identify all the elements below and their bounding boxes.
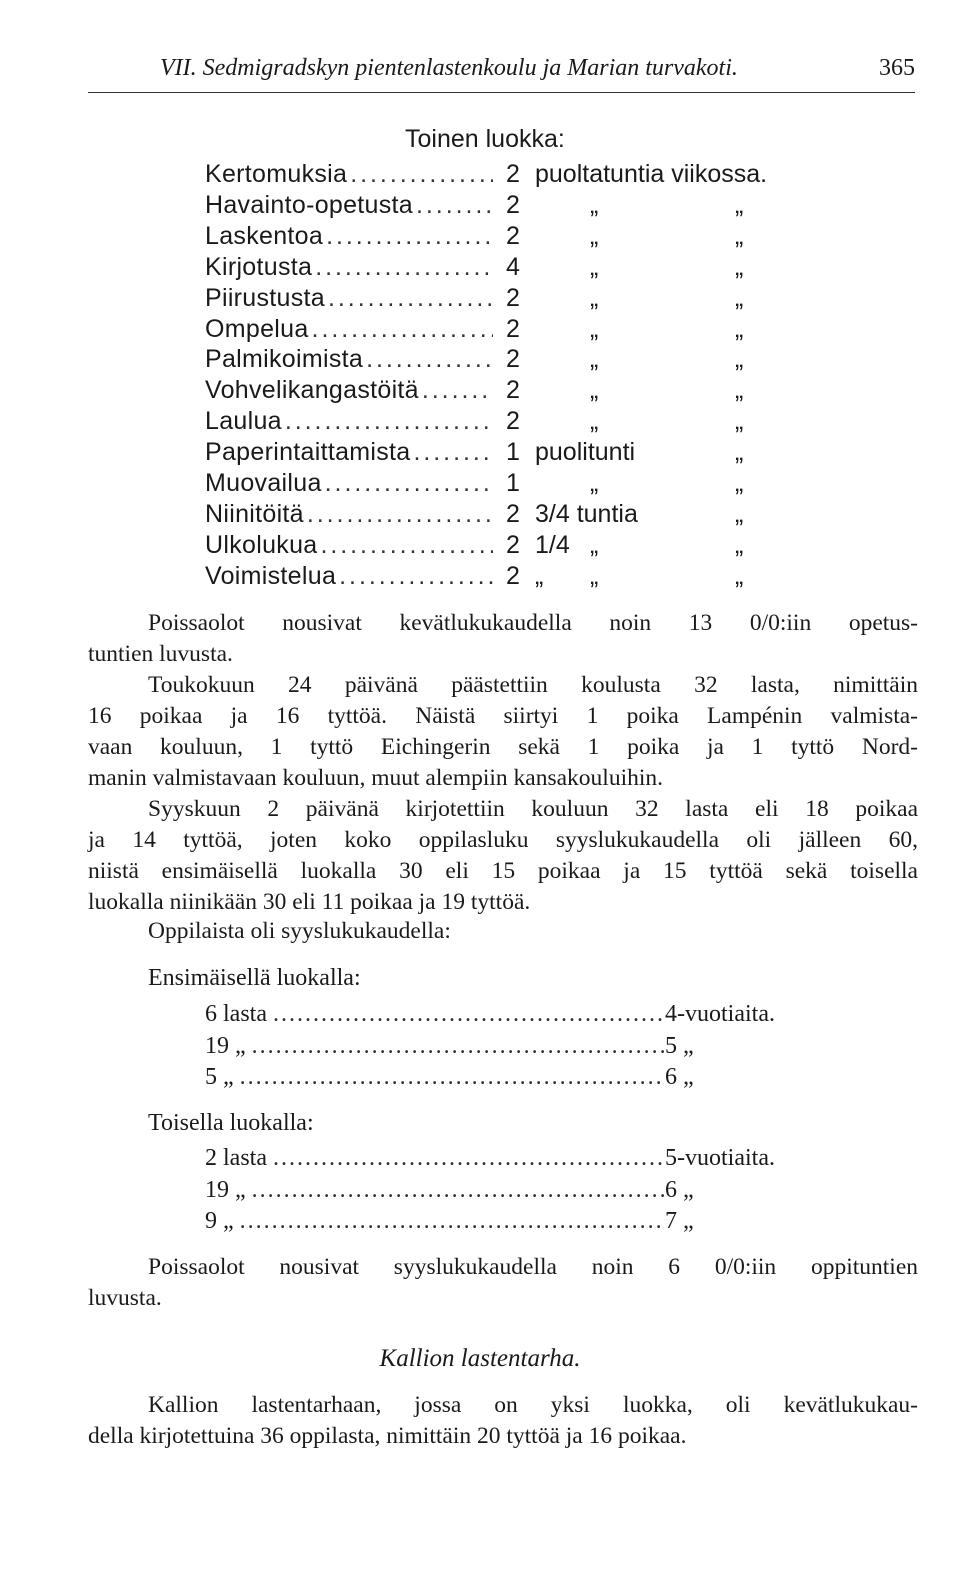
schedule-row-name	[205, 253, 493, 282]
schedule-row-name	[205, 438, 493, 467]
leader-dots	[322, 469, 493, 498]
leader-dots	[246, 1177, 665, 1204]
running-header: VII. Sedmigradskyn pientenlastenkoulu ja Marian turvakoti.	[160, 55, 738, 81]
schedule-unit: 1/4	[535, 531, 570, 559]
schedule-row-name	[205, 315, 493, 344]
schedule-hours: 1	[506, 469, 520, 497]
leader-dots	[325, 284, 493, 313]
leader-dots	[234, 1208, 665, 1235]
ditto-mark: „	[590, 345, 599, 373]
age-row	[205, 1001, 795, 1028]
schedule-subject: Vohvelikangastöitä	[205, 376, 419, 404]
schedule-subject: Muovailua	[205, 469, 322, 497]
schedule-subject: Havainto-opetusta	[205, 191, 414, 219]
paragraph-september-enrolment	[88, 794, 918, 918]
schedule-hours: 2	[506, 376, 520, 404]
schedule-subject: Laskentoa	[205, 222, 324, 250]
schedule-subject: Piirustusta	[205, 284, 326, 312]
ditto-mark: „	[590, 191, 599, 219]
schedule-row-name	[205, 345, 493, 374]
ditto-mark: „	[590, 222, 599, 250]
schedule-unit: puoltatuntia viikossa.	[535, 160, 768, 188]
text-line: della kirjotettuina 36 oppilasta, nimittäin 20 tyttöä ja 16 poikaa.	[88, 1423, 687, 1449]
paragraph-may-release	[88, 670, 918, 794]
schedule-unit: 3/4 tuntia	[535, 500, 638, 528]
ditto-mark: „	[590, 315, 599, 343]
ditto-mark: „	[735, 562, 744, 590]
schedule-row-name	[205, 500, 493, 529]
text-line: 16 poikaa ja 16 tyttöä. Näistä siirtyi 1 poika Lampénin valmista-	[88, 703, 918, 729]
schedule-hours: 2	[506, 222, 520, 250]
pupils-intro: Oppilaista oli syyslukukaudella:	[148, 918, 451, 944]
ditto-mark: „	[590, 469, 599, 497]
schedule-hours: 2	[506, 284, 520, 312]
age-value: 5 „	[665, 1033, 694, 1059]
leader-dots	[309, 315, 493, 344]
ditto-mark: „	[735, 407, 744, 435]
age-value: 6 „	[665, 1177, 694, 1203]
schedule-hours: 2	[506, 345, 520, 373]
schedule-hours: 4	[506, 253, 520, 281]
age-value: 4-vuotiaita.	[665, 1001, 775, 1027]
pupil-count: 9 „	[205, 1208, 234, 1234]
ditto-mark: „	[590, 376, 599, 404]
ditto-mark: „	[735, 253, 744, 281]
ditto-mark: „	[590, 253, 599, 281]
pupil-count: 19 „	[205, 1177, 246, 1203]
schedule-hours: 2	[506, 191, 520, 219]
section-title: Kallion lastentarha.	[379, 1345, 581, 1372]
text-line: Poissaolot nousivat kevätlukukaudella noin 13 0/0:iin opetus-	[148, 610, 918, 636]
schedule-row-name	[205, 222, 493, 251]
schedule-row-name	[205, 191, 493, 220]
schedule-row-name	[205, 160, 493, 189]
ditto-mark: „	[735, 376, 744, 404]
ditto-mark: „	[735, 500, 744, 528]
leader-dots	[267, 1145, 665, 1172]
paragraph-autumn-absence	[88, 1252, 918, 1314]
schedule-subject: Ompelua	[205, 315, 309, 343]
schedule-subject: Laulua	[205, 407, 282, 435]
leader-dots	[413, 191, 493, 220]
pupil-count: 2 lasta	[205, 1145, 267, 1171]
schedule-subject: Palmikoimista	[205, 345, 364, 373]
leader-dots	[336, 562, 493, 591]
paragraph-kallio	[88, 1390, 918, 1452]
text-line: Kallion lastentarhaan, jossa on yksi luokka, oli kevätlukukau-	[148, 1392, 918, 1418]
age-row	[205, 1145, 795, 1172]
first-class-heading: Ensimäisellä luokalla:	[148, 965, 361, 991]
leader-dots	[246, 1033, 665, 1060]
schedule-hours: 2	[506, 531, 520, 559]
schedule-unit: puolitunti	[535, 438, 636, 466]
age-row	[205, 1208, 795, 1235]
leader-dots	[282, 407, 493, 436]
text-line: vaan kouluun, 1 tyttö Eichingerin sekä 1 poika ja 1 tyttö Nord-	[88, 734, 918, 760]
ditto-mark: „	[735, 222, 744, 250]
text-line: Toukokuun 24 päivänä päästettiin koulusta 32 lasta, nimittäin	[148, 672, 918, 698]
pupil-count: 5 „	[205, 1064, 234, 1090]
pupil-count: 19 „	[205, 1033, 246, 1059]
ditto-mark: „	[590, 407, 599, 435]
text-line: manin valmistavaan kouluun, muut alempiin kansakouluihin.	[88, 765, 664, 791]
ditto-mark: „	[590, 562, 599, 590]
text-line: luokalla niinikään 30 eli 11 poikaa ja 19 tyttöä.	[88, 889, 531, 915]
schedule-subject: Kirjotusta	[205, 253, 313, 281]
ditto-mark: „	[735, 438, 744, 466]
leader-dots	[267, 1001, 665, 1028]
age-value: 7 „	[665, 1208, 694, 1234]
schedule-heading: Toinen luokka:	[405, 125, 565, 153]
second-class-heading: Toisella luokalla:	[148, 1110, 314, 1136]
ditto-mark: „	[735, 531, 744, 559]
ditto-mark: „	[735, 315, 744, 343]
leader-dots	[363, 345, 493, 374]
schedule-hours: 2	[506, 562, 520, 590]
age-row	[205, 1033, 795, 1060]
text-line: luvusta.	[88, 1285, 162, 1311]
ditto-mark: „	[735, 345, 744, 373]
schedule-row-name	[205, 407, 493, 436]
header-rule	[88, 92, 915, 93]
schedule-hours: 1	[506, 438, 520, 466]
pupil-count: 6 lasta	[205, 1001, 267, 1027]
age-row	[205, 1064, 795, 1091]
ditto-mark: „	[590, 284, 599, 312]
schedule-subject: Niinitöitä	[205, 500, 304, 528]
leader-dots	[317, 531, 493, 560]
text-line: Poissaolot nousivat syyslukukaudella noin 6 0/0:iin oppituntien	[148, 1254, 918, 1280]
schedule-row-name	[205, 531, 493, 560]
leader-dots	[304, 500, 493, 529]
leader-dots	[347, 160, 493, 189]
text-line: tuntien luvusta.	[88, 641, 233, 667]
text-line: niistä ensimäisellä luokalla 30 eli 15 poikaa ja 15 tyttöä sekä toisella	[88, 858, 918, 884]
age-row	[205, 1177, 795, 1204]
age-value: 6 „	[665, 1064, 694, 1090]
text-line: Syyskuun 2 päivänä kirjotettiin kouluun 32 lasta eli 18 poikaa	[148, 796, 918, 822]
schedule-hours: 2	[506, 315, 520, 343]
ditto-mark: „	[590, 531, 599, 559]
schedule-subject: Ulkolukua	[205, 531, 318, 559]
leader-dots	[323, 222, 493, 251]
schedule-hours: 2	[506, 160, 520, 188]
schedule-unit: „	[535, 562, 544, 590]
schedule-subject: Voimistelua	[205, 562, 337, 590]
schedule-subject: Paperintaittamista	[205, 438, 411, 466]
schedule-hours: 2	[506, 500, 520, 528]
schedule-row-name	[205, 376, 493, 405]
leader-dots	[234, 1064, 665, 1091]
ditto-mark: „	[735, 191, 744, 219]
text-line: ja 14 tyttöä, joten koko oppilasluku syyslukukaudella oli jälleen 60,	[88, 827, 918, 853]
age-value: 5-vuotiaita.	[665, 1145, 775, 1171]
schedule-subject: Kertomuksia	[205, 160, 348, 188]
schedule-hours: 2	[506, 407, 520, 435]
ditto-mark: „	[735, 284, 744, 312]
leader-dots	[312, 253, 493, 282]
ditto-mark: „	[735, 469, 744, 497]
schedule-row-name	[205, 284, 493, 313]
leader-dots	[411, 438, 494, 467]
paragraph-spring-absence	[88, 608, 918, 670]
page-number: 365	[879, 55, 915, 81]
leader-dots	[419, 376, 493, 405]
schedule-row-name	[205, 562, 493, 591]
schedule-row-name	[205, 469, 493, 498]
